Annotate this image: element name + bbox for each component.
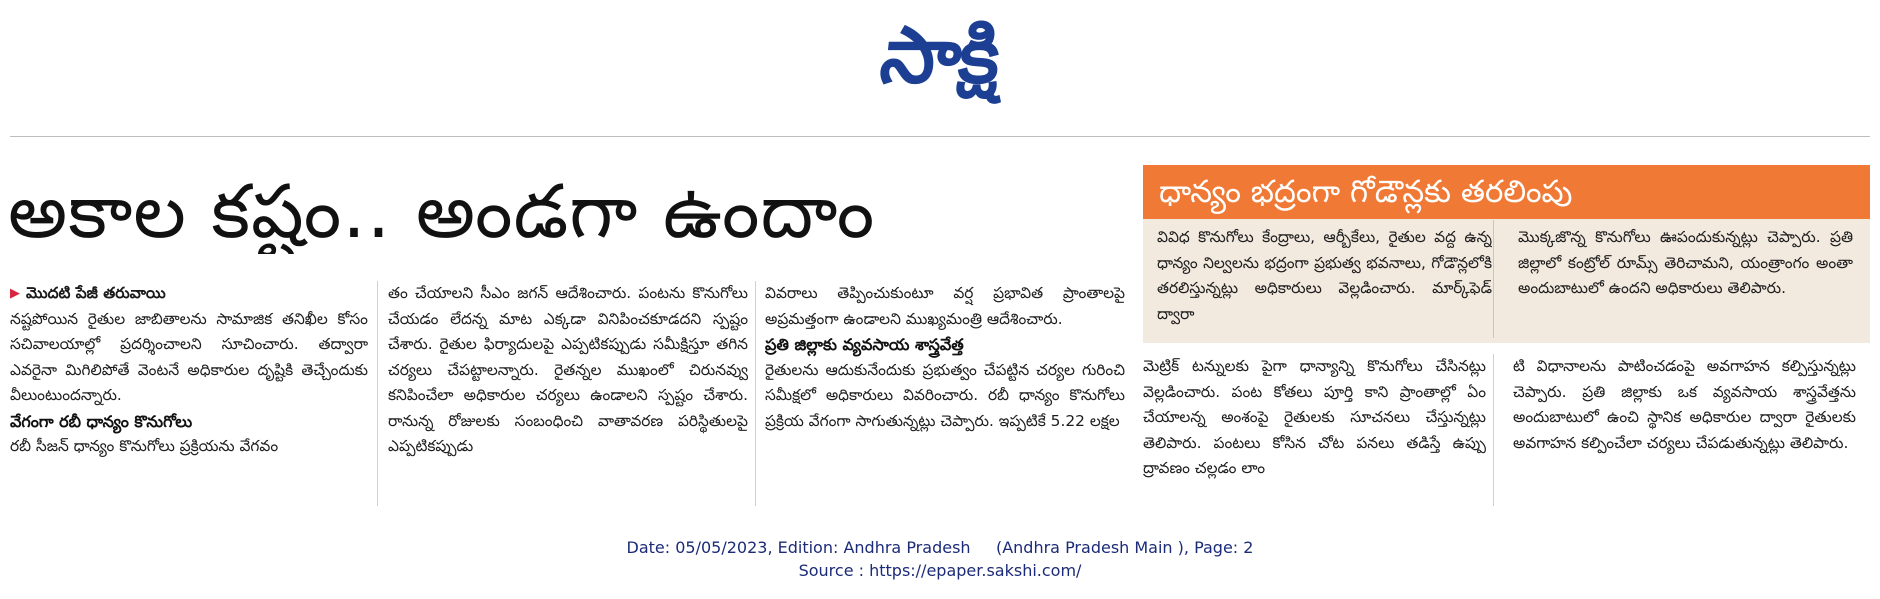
paragraph: తం చేయాలని సీఎం జగన్ ఆదేశించారు. పంటను కొనుగోలు చేయడం లేదన్న మాట ఎక్కడా వినిపించకూడదని స్పష్టం చేశారు. రైతుల ఫిర్యాదులపై ఎప్పటికప్పుడు సమీక్షిస్తూ తగిన చర్యలు చేపట్టాలన్నారు. రైతన్నల ముఖంలో చిరునవ్వు కనిపించేలా అధికారుల చర్యలు ఉండాలని స్పష్టం చేశారు. రానున్న రోజులకు సంబంధించి వాతావరణ పరిస్థితులపై ఎప్పటికప్పుడు (388, 284, 748, 455)
article-column-3 (765, 281, 1125, 506)
sidebar-box-body (1143, 219, 1870, 337)
continuation-ref-label: మొదటి పేజీ తరువాయి (26, 284, 166, 302)
edition-info: Date: 05/05/2023, Edition: Andhra Pradesh (Andhra Pradesh Main ), Page: 2 (626, 538, 1254, 557)
sidebar-paragraph: మెట్రిక్ టన్నులకు పైగా ధాన్యాన్ని కొనుగోలు చేసినట్లు వెల్లడించారు. పంట కోతలు పూర్తి కాని ప్రాంతాల్లో ఏం చేయాలన్న అంశంపై రైతులకు సూచనలు చేస్తున్నట్లు తెలిపారు. పంటలు కోసిన చోట పనలు తడిస్తే ఉప్పు ద్రావణం చల్లడం లాం (1143, 357, 1486, 477)
article-column-1 (10, 281, 368, 506)
sidebar-paragraph: మొక్కజొన్న కొనుగోలు ఊపందుకున్నట్లు చెప్పారు. ప్రతి జిల్లాలో కంట్రోల్ రూమ్స్ తెరిచామని, యంత్రాంగం అంతా అందుబాటులో ఉందని అధికారులు తెలిపారు. (1518, 228, 1853, 297)
paragraph: రబీ సీజన్ ధాన్యం కొనుగోలు ప్రక్రియను వేగవం (10, 437, 279, 455)
sidebar-paragraph: టి విధానాలను పాటించడంపై అవగాహన కల్పిస్తున్నట్లు చెప్పారు. ప్రతి జిల్లాకు ఒక వ్యవసాయ శాస్త్రవేత్తను అందుబాటులో ఉంచి స్థానిక అధికారుల ద్వారా రైతులకు అవగాహన కల్పించేలా చర్యలు చేపడుతున్నట్లు తెలిపారు. (1513, 357, 1856, 452)
sidebar-lower-column-2 (1513, 354, 1856, 506)
column-divider (1493, 354, 1494, 506)
logo-text: సాక్షి (876, 11, 1004, 101)
source-link[interactable]: Source : https://epaper.sakshi.com/ (798, 561, 1082, 580)
triangle-marker-icon: ▶ (10, 286, 20, 301)
column-divider (377, 281, 378, 506)
sidebar-box (1143, 165, 1870, 343)
sidebar-paragraph: వివిధ కొనుగోలు కేంద్రాలు, ఆర్బీకేలు, రైతుల వద్ద ఉన్న ధాన్యం నిల్వలను భద్రంగా ప్రభుత్వ భవనాలు, గోడౌన్లలోకి తరలిస్తున్నట్లు అధికారులు వెల్లడించారు. మార్క్‌ఫెడ్ ద్వారా (1157, 228, 1492, 323)
article-headline: అకాల కష్టం.. అండగా ఉందాం (8, 170, 876, 254)
section-subhead: ప్రతి జిల్లాకు వ్యవసాయ శాస్త్రవేత్త (765, 335, 964, 354)
article-column-2 (388, 281, 748, 506)
continuation-ref (10, 281, 368, 307)
sidebar-lower-column-1 (1143, 354, 1486, 506)
paragraph: వివరాలు తెప్పించుకుంటూ వర్ష ప్రభావిత ప్రాంతాలపై అప్రమత్తంగా ఉండాలని ముఖ్యమంత్రి ఆదేశించారు. (765, 284, 1125, 328)
sidebar-column-divider (1493, 220, 1494, 338)
paragraph: రైతులను ఆదుకునేందుకు ప్రభుత్వం చేపట్టిన చర్యల గురించి సమీక్షలో అధికారులు వివరించారు. రబీ ధాన్యం కొనుగోలు ప్రక్రియ వేగంగా సాగుతున్నట్లు చెప్పారు. ఇప్పటికే 5.22 లక్షల (765, 360, 1125, 430)
sidebar-title: ధాన్యం భద్రంగా గోడౌన్లకు తరలింపు (1143, 165, 1870, 219)
source-footer (0, 536, 1880, 582)
column-divider (755, 281, 756, 506)
section-subhead: వేగంగా రబీ ధాన్యం కొనుగోలు (10, 411, 193, 431)
paragraph: నష్టపోయిన రైతుల జాబితాలను సామాజిక తనిఖీల కోసం సచివాలయాల్లో ప్రదర్శించాలని సూచించారు. తద్వారా ఎవరైనా మిగిలిపోతే వెంటనే అధికారుల దృష్టికి తెచ్చేందుకు వీలుంటుందన్నారు. (10, 309, 368, 404)
sakshi-logo (842, 8, 1038, 104)
header-divider (10, 136, 1870, 137)
